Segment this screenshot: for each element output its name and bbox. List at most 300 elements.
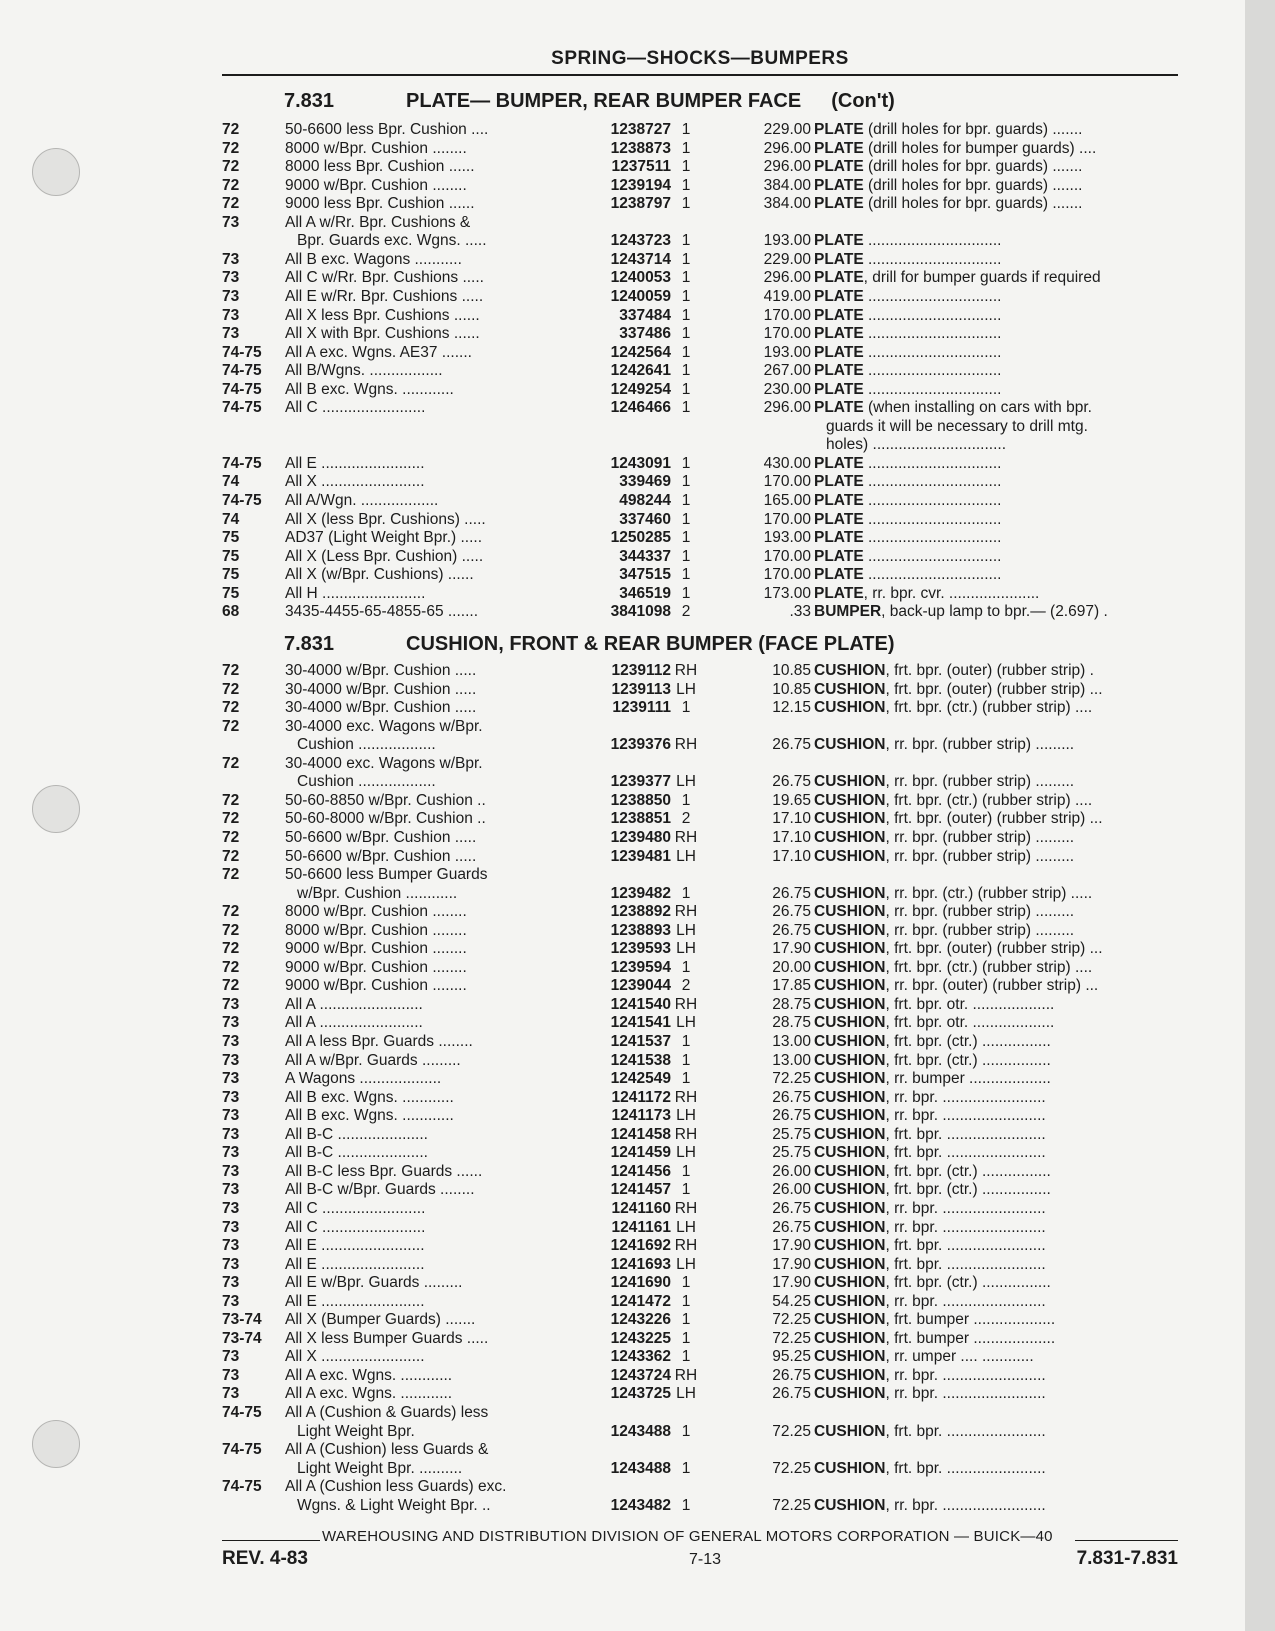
price: 95.25 [772, 1348, 811, 1366]
application: Wgns. & Light Weight Bpr. .. [297, 1496, 491, 1514]
part-number: 1241692 [610, 1237, 671, 1255]
description-text: , frt. bpr. ....................... [885, 1237, 1046, 1255]
table-row [222, 940, 1178, 959]
table-row [222, 511, 1178, 530]
description [814, 681, 1178, 700]
price: 26.75 [772, 1107, 811, 1125]
part-name: CUSHION [814, 995, 886, 1013]
model-year: 74-75 [222, 454, 262, 472]
model-year: 74-75 [222, 399, 262, 417]
price: 10.85 [772, 680, 811, 698]
description [814, 344, 1178, 363]
price: 72.25 [772, 1311, 811, 1329]
price: 26.75 [772, 1218, 811, 1236]
part-name: CUSHION [814, 1385, 886, 1403]
price: 26.75 [772, 1385, 811, 1403]
description-text: , frt. bpr. (ctr.) ................ [885, 1181, 1051, 1199]
price: 26.75 [772, 903, 811, 921]
model-year: 72 [222, 662, 240, 679]
part-name: CUSHION [814, 1292, 886, 1310]
section-title [406, 633, 895, 656]
table-row [222, 1237, 1178, 1256]
description-text: ............................... [863, 232, 1002, 250]
quantity: RH [674, 1237, 698, 1255]
description-text: , frt. bpr. (outer) (rubber strip) ... [885, 680, 1103, 698]
table-row [222, 1404, 1178, 1423]
model-year: 73 [222, 1107, 240, 1125]
quantity: LH [676, 921, 696, 939]
model-year: 72 [222, 158, 240, 176]
description [814, 307, 1178, 326]
quantity: 1 [681, 1162, 691, 1180]
description-text: , frt. bumper ................... [885, 1329, 1056, 1347]
page-title: SPRING—SHOCKS—BUMPERS [551, 48, 849, 69]
description-text: ............................... [863, 380, 1002, 398]
model-year: 73 [222, 269, 240, 287]
model-year: 72 [222, 121, 240, 138]
description [814, 1089, 1178, 1108]
price: 267.00 [763, 362, 811, 380]
description-text: , rr. bpr. ........................ [885, 1366, 1046, 1384]
part-name: PLATE [814, 195, 864, 213]
quantity: 1 [681, 139, 691, 157]
part-number: 1238893 [610, 921, 671, 939]
price: 230.00 [763, 380, 811, 398]
description-text: , rr. bpr. (rubber strip) ......... [885, 828, 1075, 846]
application: All B-C ..................... [285, 1125, 428, 1143]
part-number: 1241458 [610, 1125, 671, 1143]
quantity: LH [676, 1144, 696, 1162]
part-name: CUSHION [814, 1255, 886, 1273]
part-number: 1241160 [611, 1199, 671, 1217]
model-year: 74-75 [222, 362, 262, 380]
quantity: 1 [681, 1329, 691, 1347]
application: All A (Cushion) less Guards & [285, 1441, 489, 1459]
quantity: 1 [681, 791, 691, 809]
quantity: 1 [681, 1422, 691, 1440]
part-number: 339469 [619, 473, 671, 491]
model-year: 72 [222, 699, 240, 717]
part-number: 1242641 [610, 362, 671, 380]
quantity: RH [674, 1088, 698, 1106]
part-name: CUSHION [814, 1329, 886, 1347]
part-name: PLATE [814, 121, 864, 138]
quantity: RH [674, 995, 698, 1013]
part-number: 337486 [619, 325, 671, 343]
part-name: CUSHION [814, 1237, 886, 1255]
footer-rule-left [222, 1540, 320, 1541]
table-row [222, 1181, 1178, 1200]
application: All E ........................ [285, 1237, 425, 1255]
description-text: , drill for bumper guards if required [863, 269, 1101, 287]
description [814, 177, 1178, 196]
continued-label: (Con't) [831, 90, 895, 112]
description-text: ............................... [863, 566, 1002, 584]
part-name: CUSHION [814, 1218, 886, 1236]
table-row [222, 1348, 1178, 1367]
part-name: CUSHION [814, 1181, 886, 1199]
description [814, 121, 1178, 140]
part-number: 1238850 [610, 791, 671, 809]
application: All E ........................ [285, 454, 425, 472]
price: 26.75 [772, 773, 811, 791]
quantity: 1 [681, 566, 691, 584]
application: 30-4000 w/Bpr. Cushion ..... [285, 699, 477, 717]
table-row [222, 699, 1178, 718]
part-number: 346519 [619, 584, 671, 602]
model-year: 73 [222, 1070, 240, 1088]
application: All A (Cushion less Guards) exc. [285, 1478, 507, 1496]
application: AD37 (Light Weight Bpr.) ..... [285, 529, 482, 547]
part-number: 337484 [619, 306, 671, 324]
model-year: 72 [222, 680, 240, 698]
part-number: 1239113 [611, 680, 671, 698]
part-number: 1241693 [610, 1255, 671, 1273]
description [814, 977, 1178, 996]
table-row [222, 1441, 1178, 1460]
part-name: PLATE [814, 399, 864, 417]
quantity: 1 [681, 195, 691, 213]
price: 12.15 [772, 699, 811, 717]
part-name: CUSHION [814, 1088, 886, 1106]
part-name: PLATE [814, 492, 864, 509]
part-name: CUSHION [814, 1366, 886, 1384]
table-row [222, 529, 1178, 548]
application: 9000 less Bpr. Cushion ...... [285, 195, 475, 213]
table-row [222, 810, 1178, 829]
price: 165.00 [763, 492, 811, 509]
part-number: 3841098 [610, 603, 671, 621]
quantity: 1 [681, 380, 691, 398]
model-year: 73 [222, 1144, 240, 1162]
part-number: 1240053 [610, 269, 671, 287]
model-year: 72 [222, 828, 240, 846]
application: 3435-4455-65-4855-65 ....... [285, 603, 479, 621]
quantity: 1 [681, 510, 691, 528]
description [814, 1311, 1178, 1330]
description [814, 288, 1178, 307]
description [814, 922, 1178, 941]
application: All C ........................ [285, 399, 426, 417]
price: 17.10 [772, 828, 811, 846]
section-title-text: CUSHION, FRONT & REAR BUMPER (FACE PLATE) [406, 633, 895, 655]
price: 26.75 [772, 1366, 811, 1384]
revision-date: REV. 4-83 [222, 1548, 308, 1569]
application: All B exc. Wgns. ............ [285, 380, 454, 398]
part-name: CUSHION [814, 921, 886, 939]
part-number: 1243725 [610, 1385, 671, 1403]
table-row [222, 344, 1178, 363]
description [814, 362, 1178, 381]
price: 26.75 [772, 1088, 811, 1106]
application: Cushion .................. [297, 736, 436, 754]
application: All A ........................ [285, 995, 423, 1013]
table-row [222, 418, 1178, 437]
part-name: PLATE [814, 454, 864, 472]
description-text: , rr. bpr. ........................ [885, 1107, 1046, 1125]
price: 26.00 [772, 1162, 811, 1180]
description-text: , rr. bpr. ........................ [885, 1218, 1046, 1236]
section-number: 7.831 [284, 633, 335, 655]
quantity: 1 [681, 121, 691, 138]
price: 384.00 [763, 176, 811, 194]
part-name: CUSHION [814, 1125, 886, 1143]
description [814, 1014, 1178, 1033]
table-row [222, 1497, 1178, 1516]
application: Bpr. Guards exc. Wgns. ..... [297, 232, 487, 250]
table-row [222, 288, 1178, 307]
part-name: CUSHION [814, 1107, 886, 1125]
part-name: CUSHION [814, 958, 886, 976]
part-number: 1239481 [610, 847, 671, 865]
part-name: CUSHION [814, 699, 886, 717]
table-row [222, 996, 1178, 1015]
model-year: 73 [222, 1162, 240, 1180]
table-row [222, 792, 1178, 811]
description [814, 1052, 1178, 1071]
price: 170.00 [763, 473, 811, 491]
table-row [222, 866, 1178, 885]
table-row [222, 1089, 1178, 1108]
table-row [222, 399, 1178, 418]
quantity: 1 [681, 1348, 691, 1366]
table-row [222, 381, 1178, 400]
model-year: 73 [222, 1088, 240, 1106]
application: 50-6600 less Bumper Guards [285, 866, 488, 884]
model-year: 73 [222, 250, 240, 268]
table-row [222, 1052, 1178, 1071]
part-name: CUSHION [814, 680, 886, 698]
description [814, 1423, 1178, 1442]
part-name: CUSHION [814, 1422, 886, 1440]
description-text: (drill holes for bpr. guards) ....... [863, 121, 1083, 138]
application: All B exc. Wgns. ............ [285, 1107, 454, 1125]
part-name: CUSHION [814, 1274, 886, 1292]
description [814, 1126, 1178, 1145]
price: 229.00 [763, 121, 811, 138]
description-text: (drill holes for bumper guards) .... [863, 139, 1097, 157]
model-year: 75 [222, 529, 240, 547]
part-number: 1239376 [610, 736, 671, 754]
description [814, 662, 1178, 681]
application: All H ........................ [285, 584, 426, 602]
description [814, 548, 1178, 567]
description-text: , rr. bpr. (rubber strip) ......... [885, 736, 1075, 754]
part-number: 1241456 [610, 1162, 671, 1180]
application: All X (w/Bpr. Cushions) ...... [285, 566, 474, 584]
quantity: 1 [681, 547, 691, 565]
application: 30-4000 w/Bpr. Cushion ..... [285, 680, 477, 698]
description-text: , frt. bpr. ....................... [885, 1459, 1046, 1477]
application: All X with Bpr. Cushions ...... [285, 325, 480, 343]
part-number: 1243723 [610, 232, 671, 250]
part-name: PLATE [814, 325, 864, 343]
quantity: LH [676, 1107, 696, 1125]
description-text: , rr. bpr. (outer) (rubber strip) ... [885, 977, 1099, 995]
price: 28.75 [772, 1014, 811, 1032]
description-text: , rr. umper .... ............ [885, 1348, 1034, 1366]
description-text: , frt. bumper ................... [885, 1311, 1056, 1329]
description-text: , rr. bpr. (ctr.) (rubber strip) ..... [885, 884, 1093, 902]
price: 17.85 [772, 977, 811, 995]
part-number: 1241161 [611, 1218, 671, 1236]
description [814, 269, 1178, 288]
description-text: , frt. bpr. (outer) (rubber strip) ... [885, 810, 1103, 828]
table-row [222, 473, 1178, 492]
application: All X (Less Bpr. Cushion) ..... [285, 547, 484, 565]
part-number: 1241537 [610, 1033, 671, 1050]
binder-hole [32, 148, 80, 196]
table-row [222, 977, 1178, 996]
quantity: 1 [681, 884, 691, 902]
description [814, 773, 1178, 792]
quantity: RH [674, 903, 698, 921]
price: 17.90 [772, 1237, 811, 1255]
description-text: , frt. bpr. (ctr.) (rubber strip) .... [885, 791, 1093, 809]
application: All X less Bpr. Cushions ...... [285, 306, 480, 324]
description [814, 959, 1178, 978]
model-year: 74 [222, 473, 240, 491]
section-number: 7.831 [284, 90, 335, 112]
part-number: 1249254 [610, 380, 671, 398]
part-number: 1241472 [610, 1292, 671, 1310]
application: All X (less Bpr. Cushions) ..... [285, 510, 486, 528]
description-text: , rr. bpr. (rubber strip) ......... [885, 903, 1075, 921]
part-name: PLATE [814, 232, 864, 250]
footer-division: WAREHOUSING AND DISTRIBUTION DIVISION OF GENERAL MOTORS CORPORATION — BUICK—40 [322, 1528, 1053, 1545]
quantity: 1 [681, 269, 691, 287]
quantity: LH [676, 847, 696, 865]
part-name: CUSHION [814, 1311, 886, 1329]
description [814, 232, 1178, 251]
description-text: holes) ............................... [826, 436, 1007, 454]
part-number: 1238727 [610, 121, 671, 138]
description-text: , rr. bpr. (rubber strip) ......... [885, 773, 1075, 791]
price: 25.75 [772, 1144, 811, 1162]
part-name: PLATE [814, 306, 864, 324]
table-row [222, 1219, 1178, 1238]
description-text: ............................... [863, 510, 1002, 528]
model-year: 73-74 [222, 1329, 262, 1347]
table-row [222, 566, 1178, 585]
group-range: 7.831-7.831 [1076, 1548, 1178, 1569]
description-text: , rr. bpr. (rubber strip) ......... [885, 847, 1075, 865]
price: 19.65 [772, 791, 811, 809]
model-year: 74-75 [222, 1441, 262, 1459]
part-name: CUSHION [814, 1014, 886, 1032]
application: Light Weight Bpr. .......... [297, 1459, 463, 1477]
part-name: PLATE [814, 343, 864, 361]
description [814, 1219, 1178, 1238]
quantity: RH [674, 1199, 698, 1217]
table-row [222, 177, 1178, 196]
application: All A exc. Wgns. ............ [285, 1385, 453, 1403]
price: 17.90 [772, 1274, 811, 1292]
description-text: ............................... [863, 362, 1002, 380]
description-text: ............................... [863, 547, 1002, 565]
table-row [222, 1163, 1178, 1182]
model-year: 75 [222, 566, 240, 584]
description-text: , frt. bpr. ....................... [885, 1255, 1046, 1273]
part-number: 1241173 [611, 1107, 671, 1125]
price: 17.90 [772, 940, 811, 958]
description-text: , back-up lamp to bpr.— (2.697) . [881, 603, 1108, 621]
part-number: 1243482 [610, 1496, 671, 1514]
table-row [222, 1293, 1178, 1312]
description [814, 1497, 1178, 1516]
description-text: , rr. bpr. cvr. ..................... [863, 584, 1040, 602]
quantity: 1 [681, 399, 691, 417]
application: All B-C w/Bpr. Guards ........ [285, 1181, 475, 1199]
application: All A w/Bpr. Guards ......... [285, 1051, 461, 1069]
model-year: 72 [222, 754, 240, 772]
description [814, 1181, 1178, 1200]
application: 9000 w/Bpr. Cushion ........ [285, 977, 467, 995]
description [814, 810, 1178, 829]
table-row [222, 585, 1178, 604]
part-name: PLATE [814, 510, 864, 528]
description [814, 1070, 1178, 1089]
table-row [222, 548, 1178, 567]
application: All E ........................ [285, 1255, 425, 1273]
part-number: 337460 [619, 510, 671, 528]
part-number: 1241459 [610, 1144, 671, 1162]
model-year: 74-75 [222, 343, 262, 361]
table-row [222, 1070, 1178, 1089]
price: 296.00 [763, 399, 811, 417]
table-row [222, 269, 1178, 288]
model-year: 73 [222, 1292, 240, 1310]
description [814, 195, 1178, 214]
description [814, 903, 1178, 922]
application: 9000 w/Bpr. Cushion ........ [285, 176, 467, 194]
quantity: 1 [681, 362, 691, 380]
part-name: PLATE [814, 380, 864, 398]
quantity: 1 [681, 343, 691, 361]
part-name: CUSHION [814, 1496, 886, 1514]
application: All A exc. Wgns. ............ [285, 1366, 453, 1384]
table-row [222, 195, 1178, 214]
description [814, 1144, 1178, 1163]
part-number: 1243714 [610, 250, 671, 268]
part-number: 1239111 [612, 699, 671, 717]
part-number: 1241540 [610, 995, 671, 1013]
description-text: , rr. bpr. ........................ [885, 1292, 1046, 1310]
description-text: , frt. bpr. otr. ................... [885, 995, 1055, 1013]
table-row [222, 455, 1178, 474]
table-row [222, 829, 1178, 848]
description [814, 455, 1178, 474]
part-name: PLATE [814, 547, 864, 565]
description [814, 829, 1178, 848]
application: All B-C ..................... [285, 1144, 428, 1162]
quantity: 1 [681, 176, 691, 194]
price: 170.00 [763, 566, 811, 584]
quantity: 1 [681, 1496, 691, 1514]
model-year: 73 [222, 287, 240, 305]
description [814, 566, 1178, 585]
quantity: 1 [681, 1311, 691, 1329]
price: 193.00 [763, 232, 811, 250]
price: 13.00 [772, 1051, 811, 1069]
part-name: CUSHION [814, 977, 886, 995]
part-number: 1239480 [610, 828, 671, 846]
part-name: CUSHION [814, 1348, 886, 1366]
description-text: ............................... [863, 492, 1002, 509]
part-number: 1242564 [610, 343, 671, 361]
price: 17.90 [772, 1255, 811, 1273]
part-name: PLATE [814, 250, 864, 268]
